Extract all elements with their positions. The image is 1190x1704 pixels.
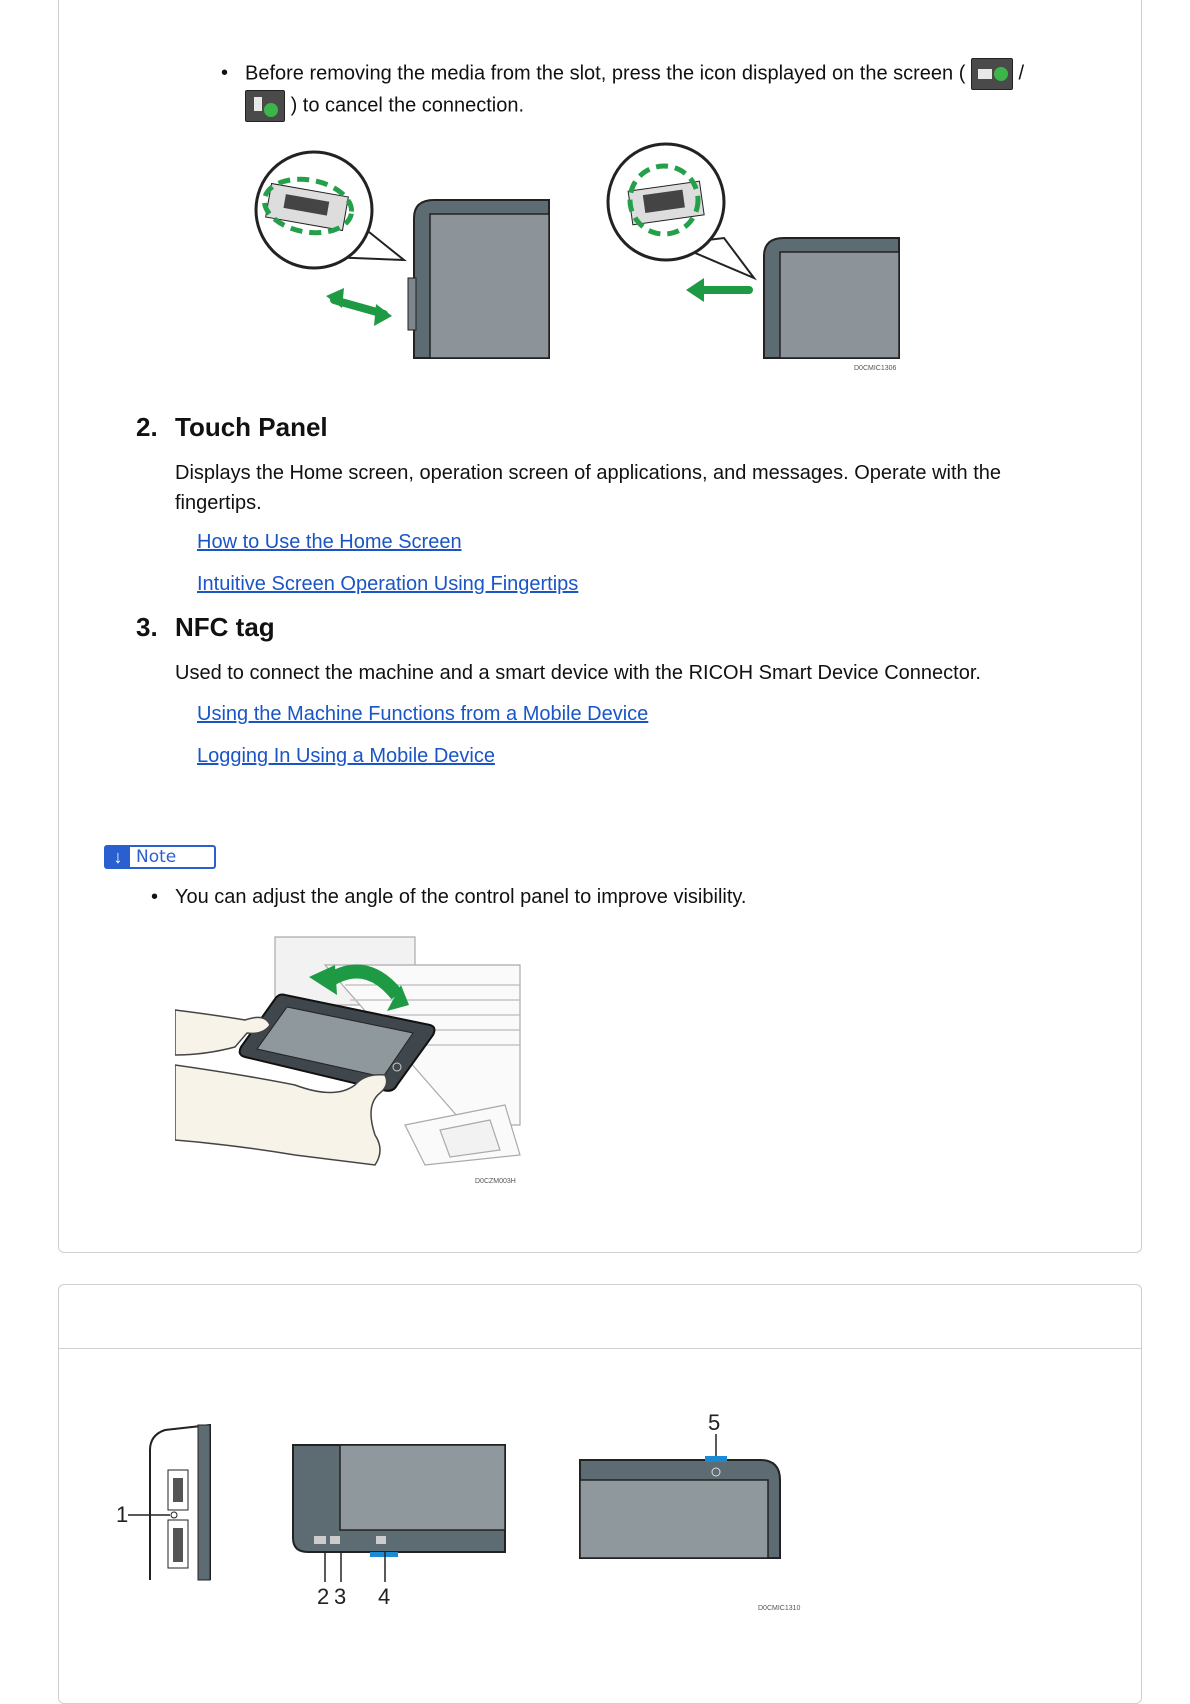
remove-media-text-1: Before removing the media from the slot, press the icon displayed on the screen (: [245, 62, 966, 85]
nfc-tag-description: Used to connect the machine and a smart device with the RICOH Smart Device Connector.: [175, 662, 981, 684]
remove-media-text-2: ) to cancel the connection.: [290, 94, 525, 117]
panel-side-view: [150, 1425, 210, 1580]
section-title: NFC tag: [175, 612, 275, 642]
link-intuitive-operation[interactable]: Intuitive Screen Operation Using Fingertips: [197, 573, 579, 595]
nfc-tag-heading: [136, 612, 275, 643]
callout-4: 4: [378, 1584, 391, 1609]
panel-corner-left: [408, 200, 549, 358]
figure2-code: D0CZM003H: [475, 1178, 516, 1185]
usb-connected-icon[interactable]: [245, 90, 285, 122]
panel-corner-right: [764, 238, 899, 358]
panel-angle-figure: [175, 925, 525, 1187]
callout-3: 3: [334, 1584, 347, 1609]
callout-5: 5: [708, 1410, 721, 1435]
callout-2: 2: [317, 1584, 330, 1609]
lock-icon: [314, 1536, 326, 1544]
callout-1: 1: [116, 1502, 129, 1527]
panel-header-divider: [59, 1348, 1141, 1349]
link-mobile-device-functions[interactable]: Using the Machine Functions from a Mobile Device: [197, 703, 649, 725]
data-in-icon: [330, 1536, 340, 1544]
section-number: 2.: [136, 412, 158, 442]
link-login-mobile-device[interactable]: Logging In Using a Mobile Device: [197, 745, 495, 767]
note-badge: [104, 845, 216, 869]
magnifier-bubble-right: [608, 144, 754, 278]
left-arrow-icon: [686, 278, 749, 302]
figure1-code: D0CMIC1306: [854, 365, 897, 372]
magnifier-bubble-left: [256, 152, 404, 268]
panel-parts-figure: [110, 1410, 870, 1620]
sd-card-connected-icon[interactable]: [971, 58, 1013, 90]
down-arrow-icon: ↓: [106, 847, 130, 867]
section-title: Touch Panel: [175, 412, 328, 442]
wireless-icon: [376, 1536, 386, 1544]
panel-bottom-left-view: [293, 1445, 505, 1557]
note-item: • You can adjust the angle of the control panel to improve visibility.: [175, 882, 746, 912]
link-home-screen[interactable]: How to Use the Home Screen: [197, 531, 462, 553]
note-label: Note: [136, 847, 177, 867]
icon-separator: /: [1018, 62, 1025, 85]
panel-top-view: [580, 1456, 780, 1558]
remove-media-bullet: [245, 58, 1085, 122]
figure3-code: D0CMIC1310: [758, 1605, 801, 1612]
touch-panel-description: Displays the Home screen, operation screen of applications, and messages. Operate with the fingertips.: [175, 462, 1001, 514]
touch-panel-heading: [136, 412, 328, 443]
bidirectional-arrow-icon: [326, 288, 392, 326]
section-number: 3.: [136, 612, 158, 642]
media-slot-figure: [244, 138, 904, 378]
